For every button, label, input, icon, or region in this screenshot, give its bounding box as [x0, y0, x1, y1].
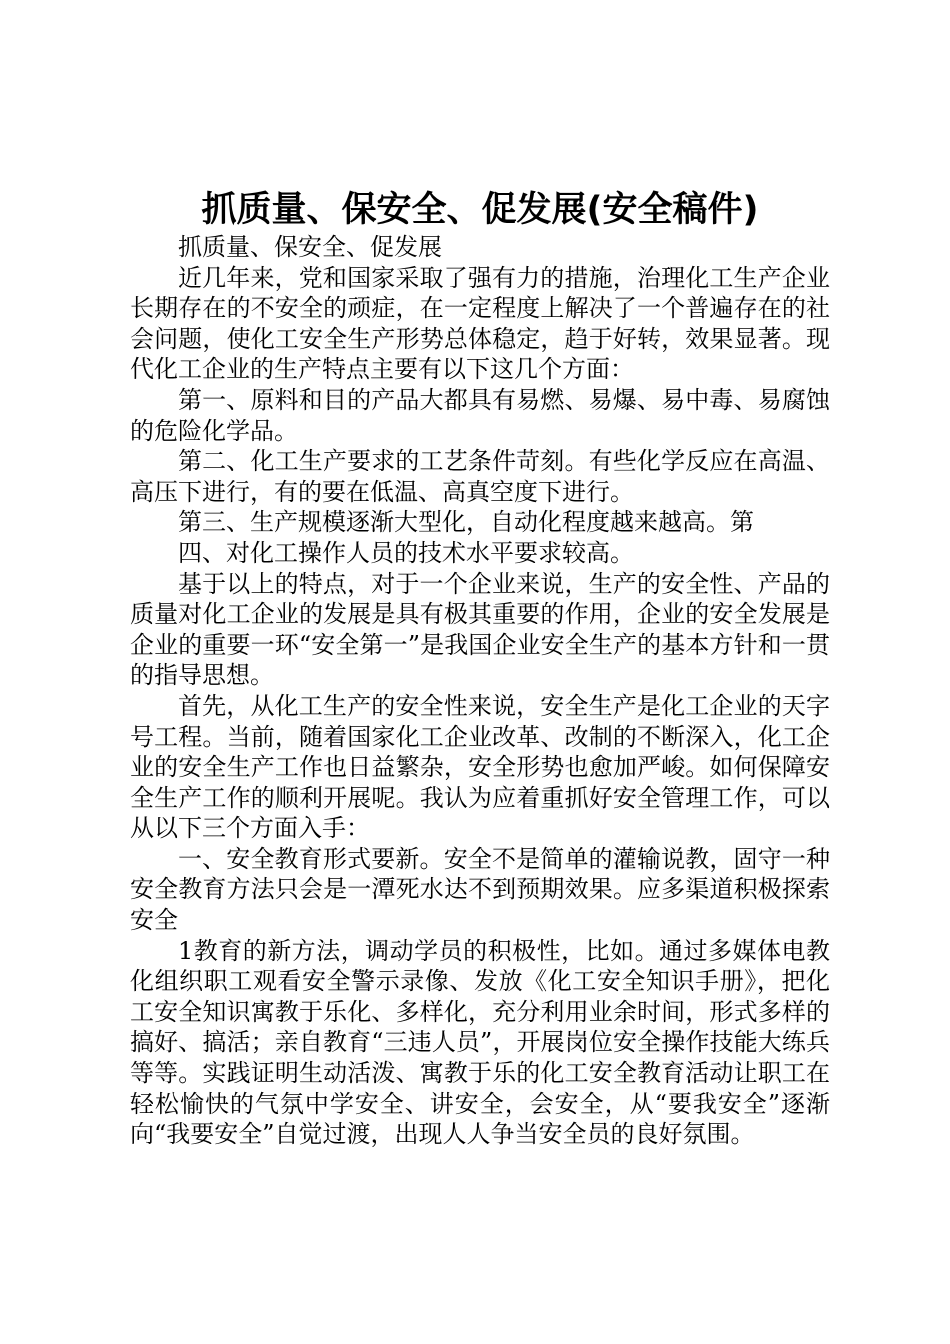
- paragraph: 四、对化工操作人员的技术水平要求较高。: [178, 538, 634, 567]
- paragraph: 第三、生产规模逐渐大型化，自动化程度越来越高。第: [178, 508, 754, 537]
- paragraph: 一、安全教育形式要新。安全不是简单的灌输说教，固守一种安全教育方法只会是一潭死水达不到预期效果。应多渠道积极探索安全: [130, 844, 830, 935]
- paragraph: 基于以上的特点，对于一个企业来说，生产的安全性、产品的质量对化工企业的发展是具有极其重要的作用，企业的安全发展是企业的重要一环“安全第一”是我国企业安全生产的基本方针和一贯的指导思想。: [130, 569, 830, 690]
- paragraph: 近几年来，党和国家采取了强有力的措施，治理化工生产企业长期存在的不安全的顽症，在一定程度上解决了一个普遍存在的社会问题，使化工安全生产形势总体稳定，趋于好转，效果显著。现代化工企业的生产特点主要有以下这几个方面：: [130, 263, 830, 384]
- document-title: 抓质量、保安全、促发展(安全稿件): [201, 190, 759, 230]
- paragraph: 第二、化工生产要求的工艺条件苛刻。有些化学反应在高温、高压下进行，有的要在低温、高真空度下进行。: [130, 447, 830, 506]
- paragraph: 首先，从化工生产的安全性来说，安全生产是化工企业的天字号工程。当前，随着国家化工企业改革、改制的不断深入，化工企业的安全生产工作也日益繁杂，安全形势也愈加严峻。如何保障安全生产工作的顺利开展呢。我认为应着重抓好安全管理工作，可以从以下三个方面入手：: [130, 691, 830, 843]
- paragraph: 第一、原料和目的产品大都具有易燃、易爆、易中毒、易腐蚀的危险化学品。: [130, 385, 830, 445]
- paragraph: 抓质量、保安全、促发展: [178, 233, 442, 261]
- document-body: [130, 232, 830, 1150]
- paragraph: 1教育的新方法，调动学员的积极性，比如。通过多媒体电教化组织职工观看安全警示录像、发放《化工安全知识手册》，把化工安全知识寓教于乐化、多样化，充分利用业余时间，形式多样的搞好、搞活；亲自教育“三违人员”，开展岗位安全操作技能大练兵等等。实践证明生动活泼、寓教于乐的化工安全教育活动让职工在轻松愉快的气氛中学安全、讲安全，会安全，从“要我安全”逐渐向“我要安全”自觉过渡，出现人人争当安全员的良好氛围。: [130, 936, 830, 1149]
- document-page: [130, 0, 830, 1150]
